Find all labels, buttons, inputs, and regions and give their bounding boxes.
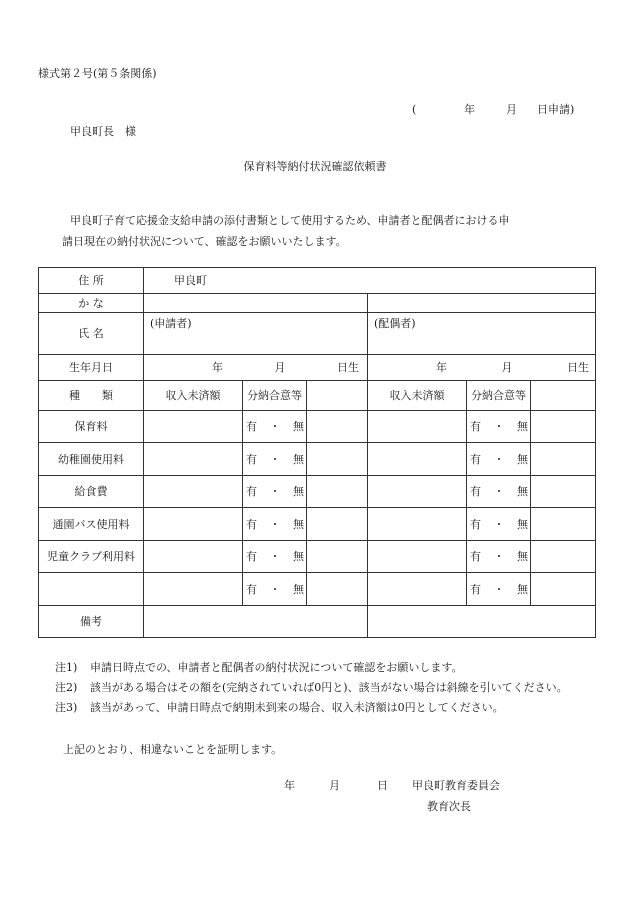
yes-option[interactable]: 有 <box>246 550 257 563</box>
separator-dot: ・ <box>269 517 281 531</box>
applicant-birth-month: 月 <box>274 361 286 374</box>
note-text: 該当があって、申請日時点で納期未到来の場合、収入未済額は0円としてください。 <box>90 701 504 714</box>
separator-dot: ・ <box>269 485 281 498</box>
no-option[interactable]: 無 <box>517 582 528 596</box>
spouse-unpaid-field[interactable] <box>368 573 467 606</box>
row-label-childcare: 保育料 <box>39 411 144 443</box>
type-header: 種 類 <box>39 381 144 411</box>
addressee: 甲良町長 様 <box>70 125 136 138</box>
spouse-extra-field[interactable] <box>531 476 596 508</box>
separator-dot: ・ <box>269 550 281 563</box>
birthdate-row <box>39 355 596 381</box>
intro-line-2: 請日現在の納付状況について、確認をお願いいたします。 <box>62 235 347 248</box>
applicant-installment-choice[interactable] <box>243 541 307 573</box>
note-2 <box>55 681 568 695</box>
spouse-installment-choice[interactable] <box>467 541 531 573</box>
applicant-remarks-field[interactable] <box>144 606 368 638</box>
applicant-extra-field[interactable] <box>307 508 368 541</box>
spouse-extra-field[interactable] <box>531 411 596 443</box>
no-option[interactable]: 無 <box>293 420 304 433</box>
sign-month: 月 <box>329 779 340 792</box>
yes-option[interactable]: 有 <box>470 452 481 466</box>
spouse-birth-day: 日生 <box>567 361 590 374</box>
applicant-birth-day: 日生 <box>337 361 359 374</box>
spouse-birth-year: 年 <box>436 361 447 374</box>
applicant-blank-header <box>307 381 368 411</box>
spouse-installment-choice[interactable] <box>467 411 531 443</box>
address-label: 住 所 <box>39 268 144 294</box>
note-1 <box>55 661 462 675</box>
table-row <box>39 508 596 541</box>
spouse-extra-field[interactable] <box>531 541 596 573</box>
applicant-unpaid-header: 収入未済額 <box>144 381 243 411</box>
note-number: 注2) <box>55 681 78 694</box>
note-number: 注1) <box>55 661 78 674</box>
application-date-year: 年 <box>464 103 475 116</box>
no-option[interactable]: 無 <box>293 550 304 563</box>
column-header-row <box>39 381 596 411</box>
certification-statement: 上記のとおり、相違ないことを証明します。 <box>63 743 283 756</box>
applicant-birth-year: 年 <box>212 361 223 374</box>
spouse-unpaid-field[interactable] <box>368 443 467 476</box>
remarks-row <box>39 606 596 638</box>
issuer-title: 教育次長 <box>427 800 471 813</box>
document-title: 保育料等納付状況確認依頼書 <box>243 160 387 173</box>
table-row <box>39 541 596 573</box>
applicant-extra-field[interactable] <box>307 476 368 508</box>
note-number: 注3) <box>55 701 78 714</box>
applicant-extra-field[interactable] <box>307 541 368 573</box>
form-number: 様式第２号(第５条関係) <box>38 67 157 80</box>
address-row <box>39 268 596 294</box>
application-date-open: ( <box>412 103 417 116</box>
applicant-kana-field[interactable] <box>144 294 368 313</box>
no-option[interactable]: 無 <box>293 582 304 596</box>
no-option[interactable]: 無 <box>517 550 528 563</box>
applicant-unpaid-field[interactable] <box>144 541 243 573</box>
yes-option[interactable]: 有 <box>246 452 257 466</box>
spouse-extra-field[interactable] <box>531 508 596 541</box>
separator-dot: ・ <box>493 582 505 596</box>
applicant-installment-choice[interactable] <box>243 476 307 508</box>
yes-option[interactable]: 有 <box>246 517 257 531</box>
table-row <box>39 443 596 476</box>
applicant-name-field[interactable]: (申請者) <box>144 313 368 355</box>
separator-dot: ・ <box>493 420 505 433</box>
applicant-unpaid-field[interactable] <box>144 443 243 476</box>
spouse-unpaid-field[interactable] <box>368 541 467 573</box>
yes-option[interactable]: 有 <box>470 550 481 563</box>
issuing-organization: 甲良町教育委員会 <box>412 779 500 792</box>
spouse-unpaid-header: 収入未済額 <box>368 381 467 411</box>
kana-label: か な <box>39 294 144 313</box>
name-label: 氏 名 <box>39 313 144 355</box>
yes-option[interactable]: 有 <box>470 485 481 498</box>
applicant-extra-field[interactable] <box>307 443 368 476</box>
note-3 <box>55 701 504 715</box>
intro-line-1: 甲良町子育て応援金支給申請の添付書類として使用するため、申請者と配偶者における申 <box>70 214 510 227</box>
spouse-unpaid-field[interactable] <box>368 476 467 508</box>
spouse-installment-choice[interactable] <box>467 508 531 541</box>
table-row <box>39 573 596 606</box>
separator-dot: ・ <box>493 485 505 498</box>
separator-dot: ・ <box>493 452 505 466</box>
applicant-unpaid-field[interactable] <box>144 508 243 541</box>
no-option[interactable]: 無 <box>517 420 528 433</box>
applicant-installment-choice[interactable] <box>243 508 307 541</box>
remarks-label: 備考 <box>39 606 144 638</box>
yes-option[interactable]: 有 <box>470 582 481 596</box>
row-label-lunch: 給食費 <box>39 476 144 508</box>
no-option[interactable]: 無 <box>293 452 304 466</box>
no-option[interactable]: 無 <box>293 485 304 498</box>
applicant-birthdate-field[interactable] <box>144 355 368 381</box>
yes-option[interactable]: 有 <box>470 517 481 531</box>
spouse-installment-choice[interactable] <box>467 443 531 476</box>
separator-dot: ・ <box>493 517 505 531</box>
applicant-installment-choice[interactable] <box>243 411 307 443</box>
applicant-installment-choice[interactable] <box>243 573 307 606</box>
yes-option[interactable]: 有 <box>246 485 257 498</box>
applicant-unpaid-field[interactable] <box>144 411 243 443</box>
spouse-unpaid-field[interactable] <box>368 411 467 443</box>
note-text: 申請日時点での、申請者と配偶者の納付状況について確認をお願いします。 <box>90 661 463 674</box>
spouse-extra-field[interactable] <box>531 443 596 476</box>
birthdate-label: 生年月日 <box>39 355 144 381</box>
note-text: 該当がある場合はその額を(完納されていれば0円と)、該当がない場合は斜線を引いてください。 <box>90 681 568 694</box>
kana-row <box>39 294 596 313</box>
spouse-unpaid-field[interactable] <box>368 508 467 541</box>
yes-option[interactable]: 有 <box>470 420 481 433</box>
status-table <box>38 267 596 638</box>
separator-dot: ・ <box>269 452 281 466</box>
separator-dot: ・ <box>269 582 281 596</box>
yes-option[interactable]: 有 <box>246 582 257 596</box>
address-field[interactable]: 甲良町 <box>144 268 596 294</box>
spouse-blank-header <box>531 381 596 411</box>
spouse-installment-choice[interactable] <box>467 476 531 508</box>
applicant-extra-field[interactable] <box>307 573 368 606</box>
spouse-extra-field[interactable] <box>531 573 596 606</box>
no-option[interactable]: 無 <box>517 485 528 498</box>
row-label-childclub: 児童クラブ利用料 <box>39 541 144 573</box>
spouse-installment-header: 分納合意等 <box>467 381 531 411</box>
spouse-installment-choice[interactable] <box>467 573 531 606</box>
application-date-month: 月 <box>506 103 517 116</box>
yes-option[interactable]: 有 <box>246 420 257 433</box>
no-option[interactable]: 無 <box>293 517 304 531</box>
table-row <box>39 411 596 443</box>
applicant-extra-field[interactable] <box>307 411 368 443</box>
separator-dot: ・ <box>493 550 505 563</box>
applicant-installment-choice[interactable] <box>243 443 307 476</box>
row-label-kindergarten: 幼稚園使用料 <box>39 443 144 476</box>
row-label-other[interactable] <box>39 573 144 606</box>
separator-dot: ・ <box>269 420 281 433</box>
table-row <box>39 476 596 508</box>
name-row <box>39 313 596 355</box>
no-option[interactable]: 無 <box>517 452 528 466</box>
spouse-kana-field[interactable] <box>368 294 596 313</box>
applicant-installment-header: 分納合意等 <box>243 381 307 411</box>
spouse-remarks-field[interactable] <box>368 606 596 638</box>
spouse-birthdate-field[interactable] <box>368 355 596 381</box>
no-option[interactable]: 無 <box>517 517 528 531</box>
spouse-birth-month: 月 <box>501 361 513 374</box>
application-date-day: 日申請) <box>537 103 575 116</box>
applicant-unpaid-field[interactable] <box>144 476 243 508</box>
sign-day: 日 <box>377 779 388 792</box>
applicant-unpaid-field[interactable] <box>144 573 243 606</box>
spouse-name-field[interactable]: (配偶者) <box>368 313 596 355</box>
row-label-bus: 通園バス使用料 <box>39 508 144 541</box>
sign-year: 年 <box>284 779 295 792</box>
